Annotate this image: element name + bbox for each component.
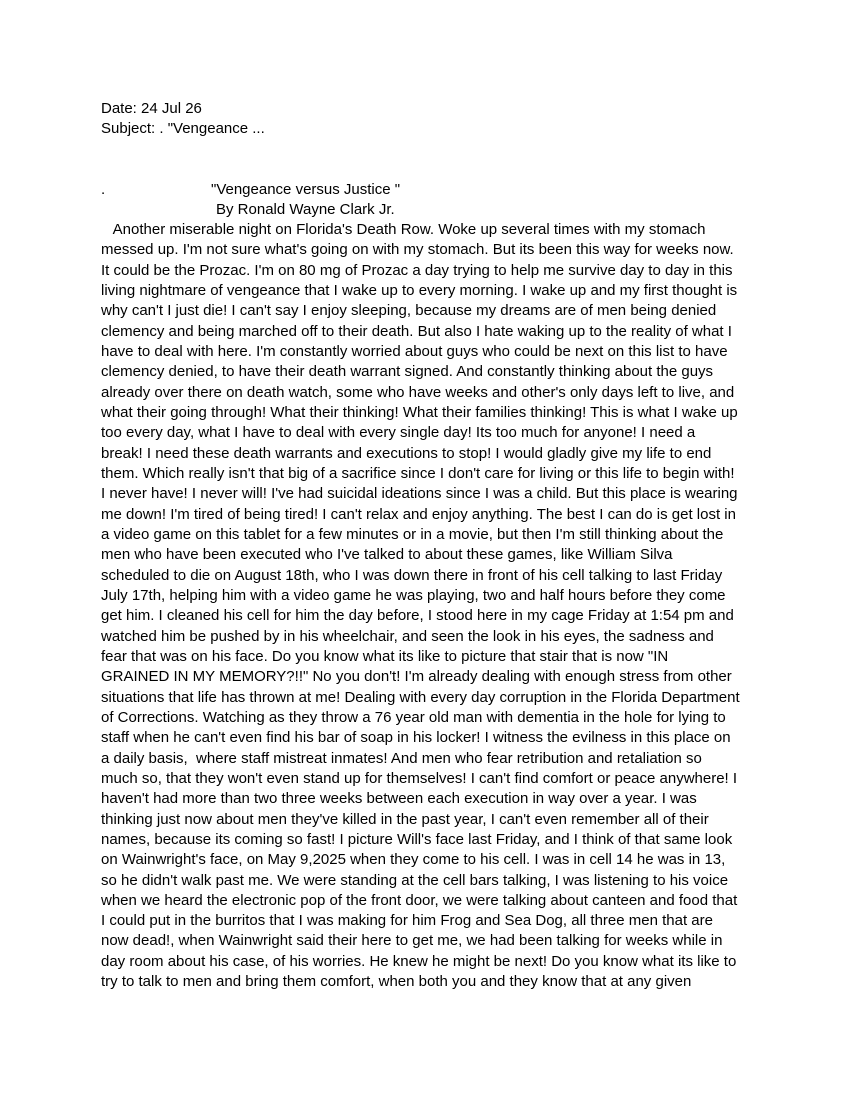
body-line: what their going through! What their thinking! What their families thinking! This is what I wake up: [101, 403, 738, 421]
body-line: a daily basis, where staff mistreat inmates! And men who fear retribution and retaliation so: [101, 749, 702, 767]
body-line: clemency denied, to have their death warrant signed. And constantly thinking about the guys: [101, 363, 714, 381]
body-line: too every day, what I have to deal with every single day! Its too much for anyone! I need a: [101, 424, 696, 442]
body-line: messed up. I'm not sure what's going on with my stomach. But its been this way for weeks now.: [101, 241, 734, 259]
body-line: fear that was on his face. Do you know what its like to picture that stair that is now "IN: [101, 647, 669, 665]
subject-line: Subject: . "Vengeance ...: [101, 120, 265, 137]
body-line: a video game on this tablet for a few minutes or in a movie, but then I'm still thinking about the: [101, 525, 724, 543]
body-line: I never have! I never will! I've had suicidal ideations since I was a child. But this place is wearing: [101, 485, 738, 503]
body-text: [101, 220, 761, 992]
document-title: "Vengeance versus Justice ": [211, 181, 401, 198]
body-line: thinking just now about men they've killed in the past year, I can't even remember all of their: [101, 810, 709, 828]
body-line: already over there on death watch, some who have weeks and other's only days left to live, and: [101, 383, 735, 401]
author-row: [101, 200, 761, 220]
body-line: when we heard the electronic pop of the front door, we were talking about canteen and food that: [101, 891, 738, 909]
body-line: men who have been executed who I've talked to about these games, like William Silva: [101, 546, 673, 564]
body-line: situations that life has thrown at me! Dealing with every day corruption in the Florida Department: [101, 688, 740, 706]
body-line: break! I need these death warrants and executions to stop! I would gladly give my life to end: [101, 444, 712, 462]
body-line: of Corrections. Watching as they throw a 76 year old man with dementia in the hole for lying to: [101, 708, 726, 726]
body-line: me down! I'm tired of being tired! I can't relax and enjoy anything. The best I can do is get lost in: [101, 505, 736, 523]
body-line: day room about his case, of his worries. He knew he might be next! Do you know what its like to: [101, 952, 737, 970]
author-byline: By Ronald Wayne Clark Jr.: [216, 201, 395, 218]
body-line: much so, that they won't even stand up for themselves! I can't find comfort or peace anywhere! I: [101, 769, 738, 787]
email-header: [101, 99, 265, 139]
body-line: I could put in the burritos that I was making for him Frog and Sea Dog, all three men that are: [101, 912, 713, 930]
title-block: [101, 180, 761, 220]
body-line: scheduled to die on August 18th, who I was down there in front of his cell talking to last Friday: [101, 566, 723, 584]
body-line: have to deal with here. I'm constantly worried about guys who could be next on this list to have: [101, 342, 728, 360]
body-line: try to talk to men and bring them comfort, when both you and they know that at any given: [101, 973, 692, 991]
leading-dot: .: [101, 181, 106, 198]
body-line: GRAINED IN MY MEMORY?!!" No you don't! I'm already dealing with enough stress from other: [101, 668, 732, 686]
body-line: It could be the Prozac. I'm on 80 mg of Prozac a day trying to help me survive day to day in this: [101, 261, 733, 279]
body-line: so he didn't walk past me. We were standing at the cell bars talking, I was listening to his voice: [101, 871, 729, 889]
date-line: Date: 24 Jul 26: [101, 100, 202, 117]
body-line: living nightmare of vengeance that I wake up to every morning. I wake up and my first thought is: [101, 281, 738, 299]
body-line: get him. I cleaned his cell for him the day before, I stood here in my cage Friday at 1:54 pm and: [101, 607, 734, 625]
body-line: Another miserable night on Florida's Death Row. Woke up several times with my stomach: [101, 221, 706, 238]
body-line: staff when he can't even find his bar of soap in his locker! I witness the evilness in this place on: [101, 729, 731, 747]
body-line: clemency and being marched off to their death. But also I hate waking up to the reality of what I: [101, 322, 732, 340]
body-line: July 17th, helping him with a video game he was playing, two and half hours before they come: [101, 586, 726, 604]
body-line: on Wainwright's face, on May 9,2025 when they come to his cell. I was in cell 14 he was in 13,: [101, 851, 726, 869]
body-line: why can't I just die! I can't say I enjoy sleeping, because my dreams are of men being denied: [101, 302, 717, 320]
body-line: names, because its coming so fast! I picture Will's face last Friday, and I think of that same look: [101, 830, 733, 848]
title-row: [101, 180, 761, 200]
body-line: now dead!, when Wainwright said their here to get me, we had been talking for weeks while in: [101, 932, 723, 950]
body-line: haven't had more than two three weeks between each execution in way over a year. I was: [101, 790, 697, 808]
body-line: watched him be pushed by in his wheelchair, and seen the look in his eyes, the sadness and: [101, 627, 714, 645]
body-line: them. Which really isn't that big of a sacrifice since I don't care for living or this life to begin with!: [101, 464, 735, 482]
